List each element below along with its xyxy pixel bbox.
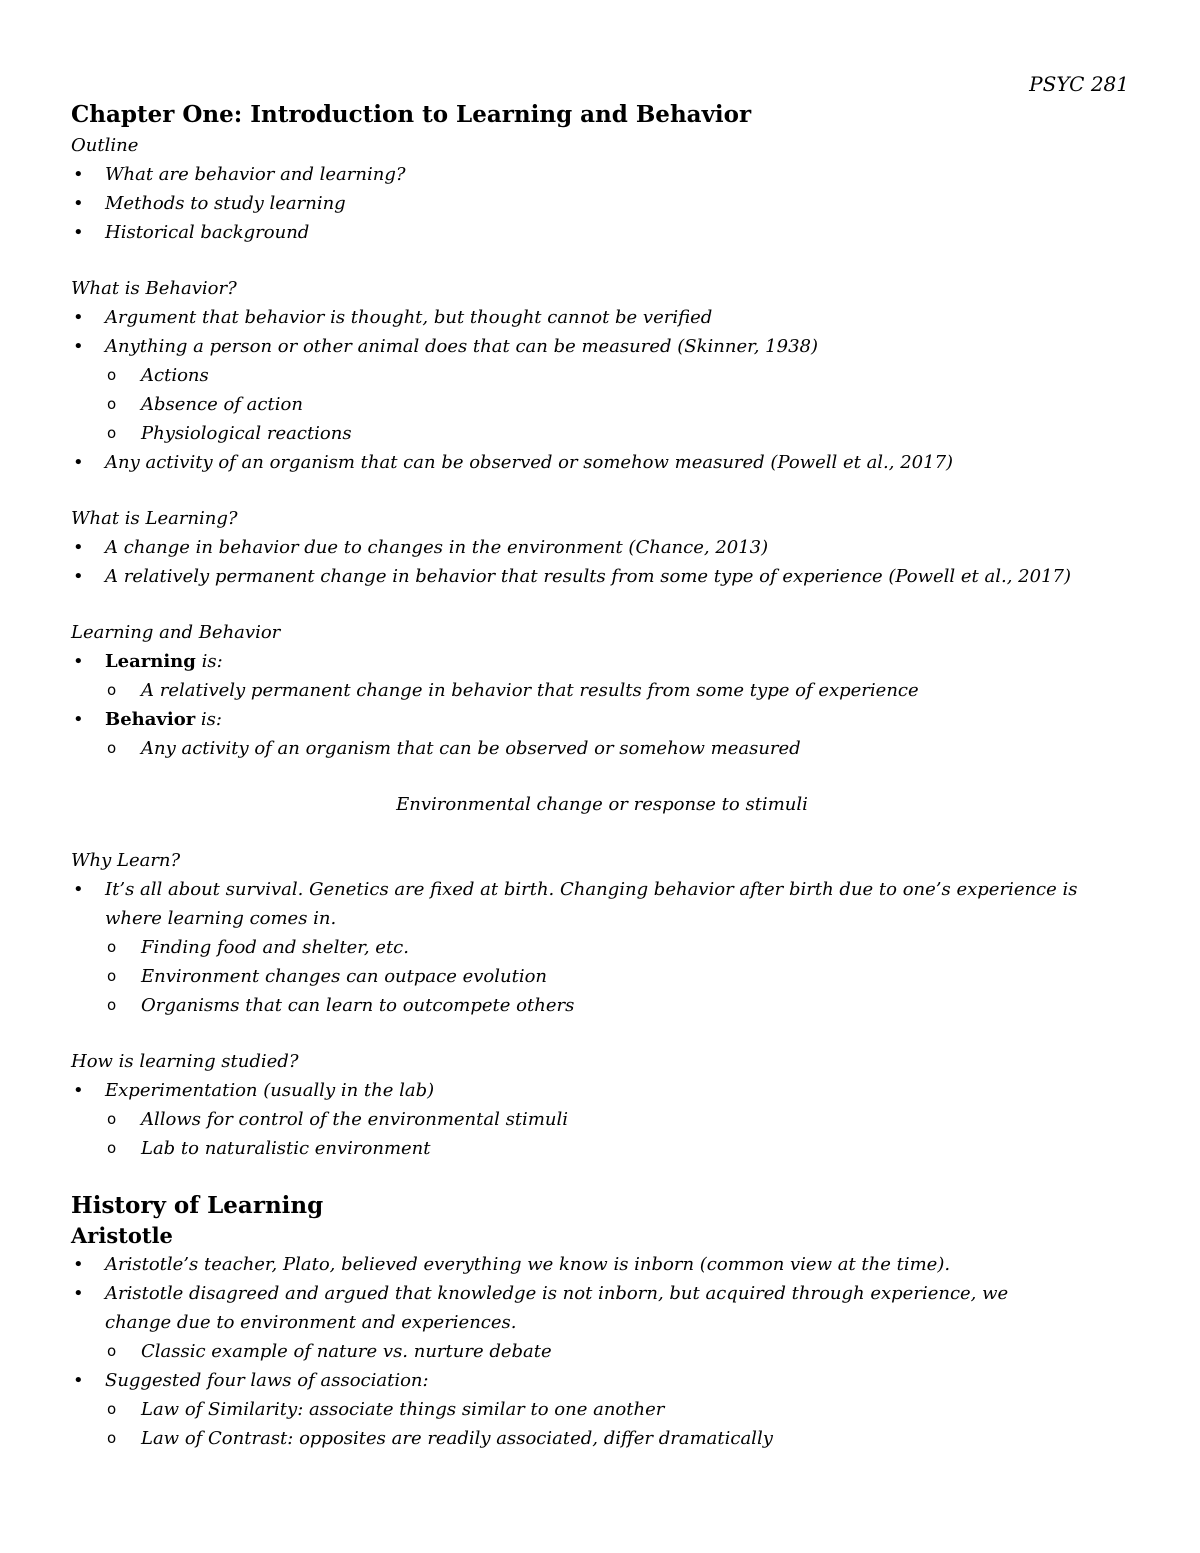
- bullet-icon: •: [73, 193, 84, 214]
- list-item: • Suggested four laws of association:: [71, 1366, 1133, 1395]
- sub-list-item: o Finding food and shelter, etc.: [71, 933, 1133, 962]
- sub-list-item: o Allows for control of the environmental stimuli: [71, 1105, 1133, 1134]
- bullet-icon: •: [73, 537, 84, 558]
- aristotle-subheading: Aristotle: [71, 1223, 173, 1248]
- list-item: • Behavior is:: [71, 705, 1133, 734]
- bullet-icon: •: [73, 709, 84, 730]
- list-item: • Aristotle disagreed and argued that knowledge is not inborn, but acquired through experience, we: [71, 1279, 1133, 1308]
- list-item: • A relatively permanent change in behavior that results from some type of experience (Powell et al., 2017): [71, 562, 1133, 591]
- term-behavior: Behavior: [105, 709, 196, 730]
- sub-list-item: o A relatively permanent change in behavior that results from some type of experience: [71, 676, 1133, 705]
- list-item: • Argument that behavior is thought, but thought cannot be verified: [71, 303, 1133, 332]
- sub-bullet-icon: o: [107, 739, 117, 757]
- list-item: • A change in behavior due to changes in the environment (Chance, 2013): [71, 533, 1133, 562]
- sub-list-item: o Classic example of nature vs. nurture debate: [71, 1337, 1133, 1366]
- sub-bullet-icon: o: [107, 366, 117, 384]
- bullet-icon: •: [73, 1283, 84, 1304]
- sub-list-item: o Any activity of an organism that can be observed or somehow measured: [71, 734, 1133, 763]
- list-item: • It’s all about survival. Genetics are fixed at birth. Changing behavior after birth due to one’s experience is: [71, 875, 1133, 904]
- list-item-continuation: change due to environment and experiences.: [105, 1312, 517, 1333]
- list-item: • Anything a person or other animal does that can be measured (Skinner, 1938): [71, 332, 1133, 361]
- sub-list-item: o Organisms that can learn to outcompete others: [71, 991, 1133, 1020]
- outline-heading: Outline: [71, 135, 139, 156]
- bullet-icon: •: [73, 1370, 84, 1391]
- bullet-icon: •: [73, 452, 84, 473]
- term-learning: Learning: [105, 651, 196, 672]
- sub-bullet-icon: o: [107, 395, 117, 413]
- learning-heading: What is Learning?: [71, 508, 238, 529]
- behavior-heading: What is Behavior?: [71, 278, 237, 299]
- history-heading: History of Learning: [71, 1192, 324, 1219]
- sub-list-item: o Absence of action: [71, 390, 1133, 419]
- sub-list-item: o Lab to naturalistic environment: [71, 1134, 1133, 1163]
- list-item-continuation: where learning comes in.: [105, 908, 337, 929]
- sub-list-item: o Environment changes can outpace evolution: [71, 962, 1133, 991]
- sub-bullet-icon: o: [107, 1429, 117, 1447]
- why-learn-heading: Why Learn?: [71, 850, 181, 871]
- learning-behavior-heading: Learning and Behavior: [71, 622, 281, 643]
- sub-bullet-icon: o: [107, 1400, 117, 1418]
- bullet-icon: •: [73, 164, 84, 185]
- bullet-icon: •: [73, 336, 84, 357]
- sub-list-item: o Actions: [71, 361, 1133, 390]
- sub-bullet-icon: o: [107, 938, 117, 956]
- list-item: • Any activity of an organism that can be observed or somehow measured (Powell et al., 2017): [71, 448, 1133, 477]
- document-body: [71, 99, 1133, 1453]
- list-item: • Aristotle’s teacher, Plato, believed everything we know is inborn (common view at the time).: [71, 1250, 1133, 1279]
- bullet-icon: •: [73, 1254, 84, 1275]
- bullet-icon: •: [73, 307, 84, 328]
- bullet-icon: •: [73, 651, 84, 672]
- sub-list-item: o Law of Contrast: opposites are readily associated, differ dramatically: [71, 1424, 1133, 1453]
- centered-note: Environmental change or response to stimuli: [396, 794, 808, 815]
- list-item: • Historical background: [71, 218, 1133, 247]
- list-item: • Learning is:: [71, 647, 1133, 676]
- bullet-icon: •: [73, 222, 84, 243]
- sub-bullet-icon: o: [107, 1110, 117, 1128]
- sub-list-item: o Law of Similarity: associate things similar to one another: [71, 1395, 1133, 1424]
- list-item: • Experimentation (usually in the lab): [71, 1076, 1133, 1105]
- sub-bullet-icon: o: [107, 1342, 117, 1360]
- bullet-icon: •: [73, 566, 84, 587]
- sub-bullet-icon: o: [107, 681, 117, 699]
- list-item: • Methods to study learning: [71, 189, 1133, 218]
- sub-list-item: o Physiological reactions: [71, 419, 1133, 448]
- bullet-icon: •: [73, 1080, 84, 1101]
- sub-bullet-icon: o: [107, 967, 117, 985]
- sub-bullet-icon: o: [107, 996, 117, 1014]
- sub-bullet-icon: o: [107, 1139, 117, 1157]
- how-studied-heading: How is learning studied?: [71, 1051, 299, 1072]
- sub-bullet-icon: o: [107, 424, 117, 442]
- course-code: PSYC 281: [1029, 72, 1129, 96]
- chapter-title: Chapter One: Introduction to Learning and Behavior: [71, 101, 752, 128]
- bullet-icon: •: [73, 879, 84, 900]
- list-item: • What are behavior and learning?: [71, 160, 1133, 189]
